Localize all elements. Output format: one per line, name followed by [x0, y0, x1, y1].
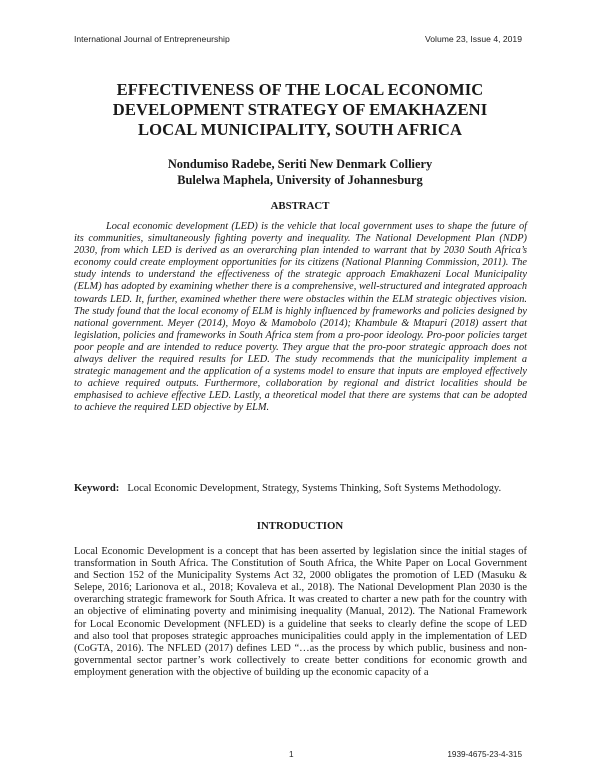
paper-title — [60, 80, 540, 140]
title-line: LOCAL MUNICIPALITY, SOUTH AFRICA — [137, 120, 463, 139]
journal-name: International Journal of Entrepreneurship — [74, 34, 230, 44]
authors-block — [60, 156, 540, 188]
author-line: Bulelwa Maphela, University of Johannesburg — [177, 173, 423, 187]
abstract-text: Local economic development (LED) is the vehicle that local government uses to shape the future of its communities, simultaneously fighting poverty and inequality. The National Development Plan (NDP) 2030, from which LED is derived as an overarching plan intended to warrant that by 2030 South Africa’s economy could create employment opportunities for its citizens (National Planning Commission, 2011). The study intends to understand the effectiveness of the strategic approach Emakhazeni Local Municipality (ELM) has adopted by examining whether there is a comprehensive, well-structured and integrated approach towards LED. It, further, examined whether there were obstacles within the ELM strategic objectives vision. The study found that the local economy of ELM is highly influenced by frameworks and policies designed by national government. Meyer (2014), Moyo & Mamobolo (2014); Khambule & Mtapuri (2018) assert that legislation, policies and frameworks in South Africa stem from a pro-poor ideology. Pro-poor policies target poor people and are intended to reduce poverty. They argue that the pro-poor strategic approach does not always deliver the required results for LED. The study recommends that the municipality implement a strategic management and the application of a systems model to ensure that inputs are employed effectively to achieve required outputs. Furthermore, collaboration by regional and district localities should be emphasised to achieve effective LED. Lastly, a theoretical model that there are systems that can be adopted to achieve the required LED objective by ELM. — [74, 221, 527, 414]
volume-issue: Volume 23, Issue 4, 2019 — [425, 34, 522, 44]
keyword-block — [74, 482, 527, 495]
abstract-body — [74, 221, 527, 415]
keyword-label: Keyword: — [74, 483, 120, 494]
keyword-text: Local Economic Development, Strategy, Systems Thinking, Soft Systems Methodology. — [127, 483, 502, 494]
introduction-heading: INTRODUCTION — [256, 520, 344, 532]
page-number: 1 — [289, 750, 294, 759]
title-line: DEVELOPMENT STRATEGY OF EMAKHAZENI — [112, 100, 488, 119]
introduction-text: Local Economic Development is a concept that has been asserted by legislation since the initial stages of transformation in South Africa. The Constitution of South Africa, the White Paper on Local Government and Section 152 of the Municipality Systems Act 32, 2000 obligates the promotion of LED (Masuku & Selepe, 2016; Larionova et al., 2018; Kovaleva et al., 2018). The National Development Plan 2030 is the overarching strategic framework for South Africa. It was created to charter a new path for the country with an objective of eliminating poverty and minimising inequality (Manual, 2012). The National Framework for Local Economic Development (NFLED) is a guideline that seeks to clearly define the scope of LED and also tool that proposes strategic approaches municipalities could apply in the implementation of LED (CoGTA, 2016). The NFLED (2017) defines LED “…as the process by which public, business and non-governmental sector partner’s work collectively to create better conditions for economic growth and employment generation with the objective of building up the economic capacity of a — [74, 546, 527, 678]
title-line: EFFECTIVENESS OF THE LOCAL ECONOMIC — [116, 80, 484, 99]
abstract-heading: ABSTRACT — [270, 200, 330, 212]
introduction-body — [74, 546, 527, 679]
article-code: 1939-4675-23-4-315 — [447, 750, 522, 759]
running-header — [74, 34, 522, 44]
author-line: Nondumiso Radebe, Seriti New Denmark Colliery — [167, 157, 433, 171]
